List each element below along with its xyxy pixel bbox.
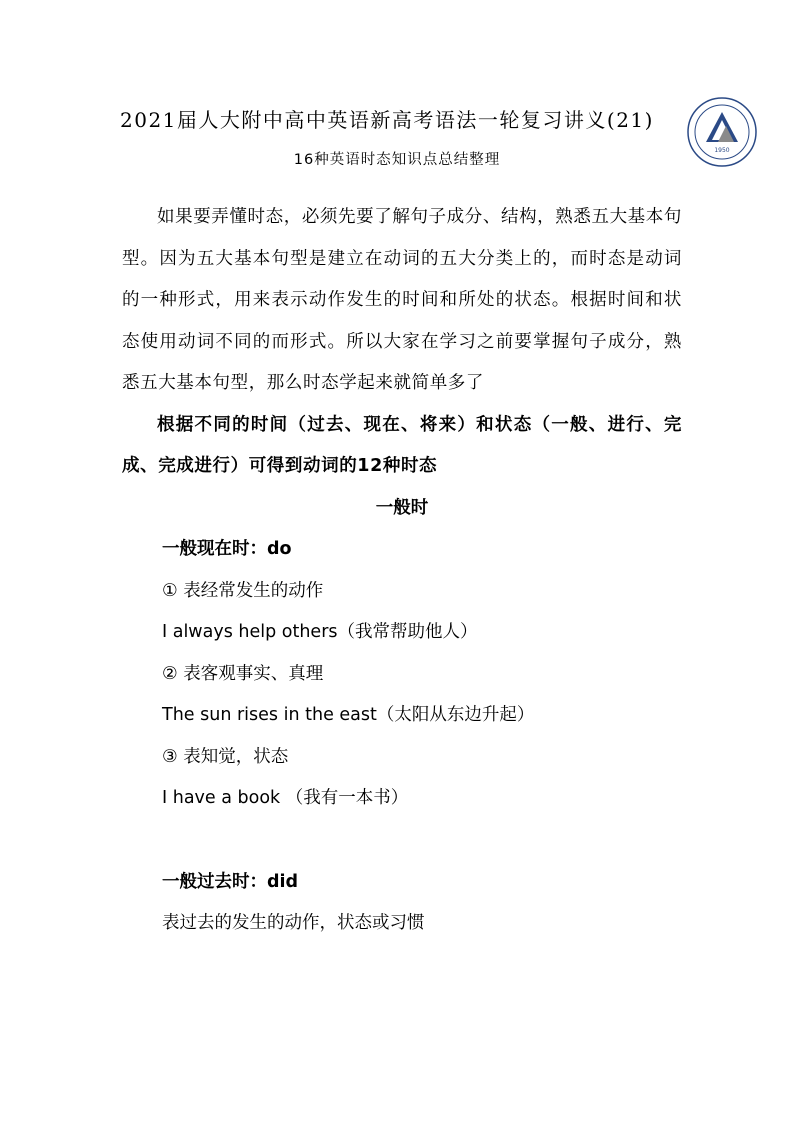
document-subtitle: 16种英语时态知识点总结整理: [293, 152, 501, 168]
simple-present-example-1: I always help others（我常帮助他人）: [162, 622, 478, 642]
simple-past-heading: 一般过去时：did: [162, 871, 299, 892]
simple-present-example-3: I have a book （我有一本书）: [162, 788, 409, 808]
simple-present-heading: 一般现在时：do: [162, 539, 292, 559]
simple-present-point-3: ③ 表知觉，状态: [162, 746, 289, 767]
document-body: [122, 197, 682, 945]
simple-present-point-2: ② 表客观事实、真理: [162, 663, 324, 684]
document-title: 2021届人大附中高中英语新高考语法一轮复习讲义(21): [120, 108, 654, 132]
simple-past-point-1: 表过去的发生的动作，状态或习惯: [162, 913, 425, 933]
spacer: [122, 820, 682, 862]
simple-present-point-1: ① 表经常发生的动作: [162, 580, 324, 601]
intro-paragraph: 如果要弄懂时态，必须先要了解句子成分、结构，熟悉五大基本句型。因为五大基本句型是建立在动词的五大分类上的，而时态是动词的一种形式，用来表示动作发生的时间和所处的状态。根据时间和状态使用动词不同的而形式。所以大家在学习之前要掌握句子成分，熟悉五大基本句型，那么时态学起来就简单多了: [122, 207, 682, 393]
tense-overview-paragraph: 根据不同的时间（过去、现在、将来）和状态（一般、进行、完成、完成进行）可得到动词的12种时态: [122, 414, 682, 476]
section-heading: 一般时: [375, 497, 429, 518]
simple-present-example-2: The sun rises in the east（太阳从东边升起）: [162, 705, 535, 725]
logo-year: 1950: [714, 147, 730, 154]
